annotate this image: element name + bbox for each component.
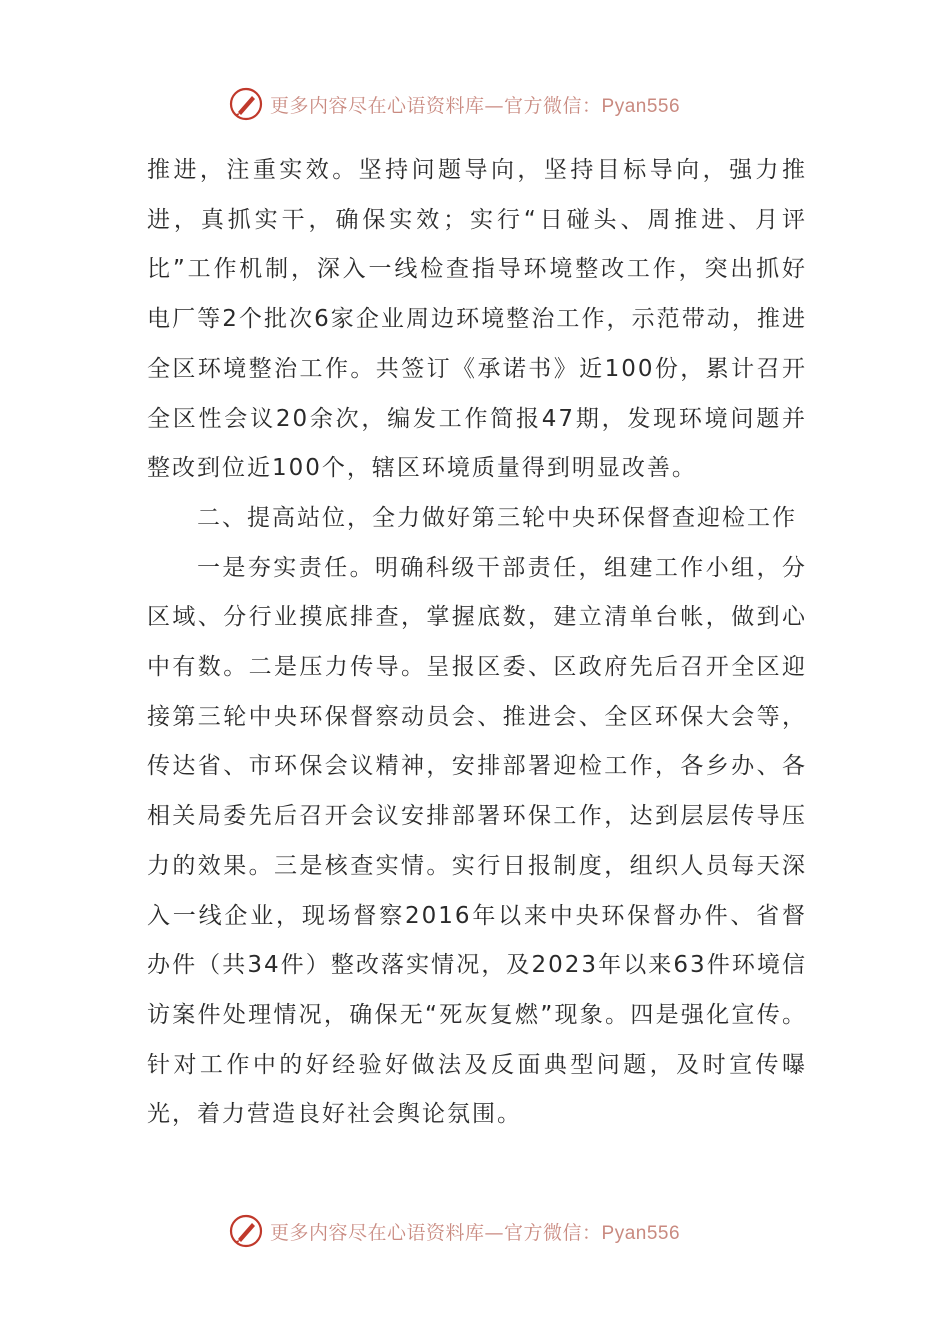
watermark-text: 更多内容尽在心语资料库—官方微信：Pyan556 [270,1221,681,1244]
document-body [147,146,807,1140]
wechat-id: Pyan556 [601,1222,681,1244]
watermark-header [228,84,680,124]
pen-seal-icon [228,86,264,122]
watermark-text: 更多内容尽在心语资料库—官方微信：Pyan556 [270,94,681,117]
wechat-id: Pyan556 [601,95,681,117]
pen-seal-icon [228,1213,264,1249]
paragraph: 推进，注重实效。坚持问题导向，坚持目标导向，强力推进，真抓实干，确保实效；实行“日碰头、周推进、月评比”工作机制，深入一线检查指导环境整改工作，突出抓好电厂等2个批次6家企业周边环境整治工作，示范带动，推进全区环境整治工作。共签订《承诺书》近100份，累计召开全区性会议20余次，编发工作简报47期，发现环境问题并整改到位近100个，辖区环境质量得到明显改善。 [147,157,807,482]
paragraph: 一是夯实责任。明确科级干部责任，组建工作小组，分区域、分行业摸底排查，掌握底数，建立清单台帐，做到心中有数。二是压力传导。呈报区委、区政府先后召开全区迎接第三轮中央环保督察动员会、推进会、全区环保大会等，传达省、市环保会议精神，安排部署迎检工作，各乡办、各相关局委先后召开会议安排部署环保工作，达到层层传导压力的效果。三是核查实情。实行日报制度，组织人员每天深入一线企业，现场督察2016年以来中央环保督办件、省督办件（共34件）整改落实情况，及2023年以来63件环境信访案件处理情况，确保无“死灰复燃”现象。四是强化宣传。针对工作中的好经验好做法及反面典型问题，及时宣传曝光，着力营造良好社会舆论氛围。 [147,554,807,1128]
section-heading: 二、提高站位，全力做好第三轮中央环保督查迎检工作 [197,504,797,531]
watermark-footer [228,1211,680,1251]
